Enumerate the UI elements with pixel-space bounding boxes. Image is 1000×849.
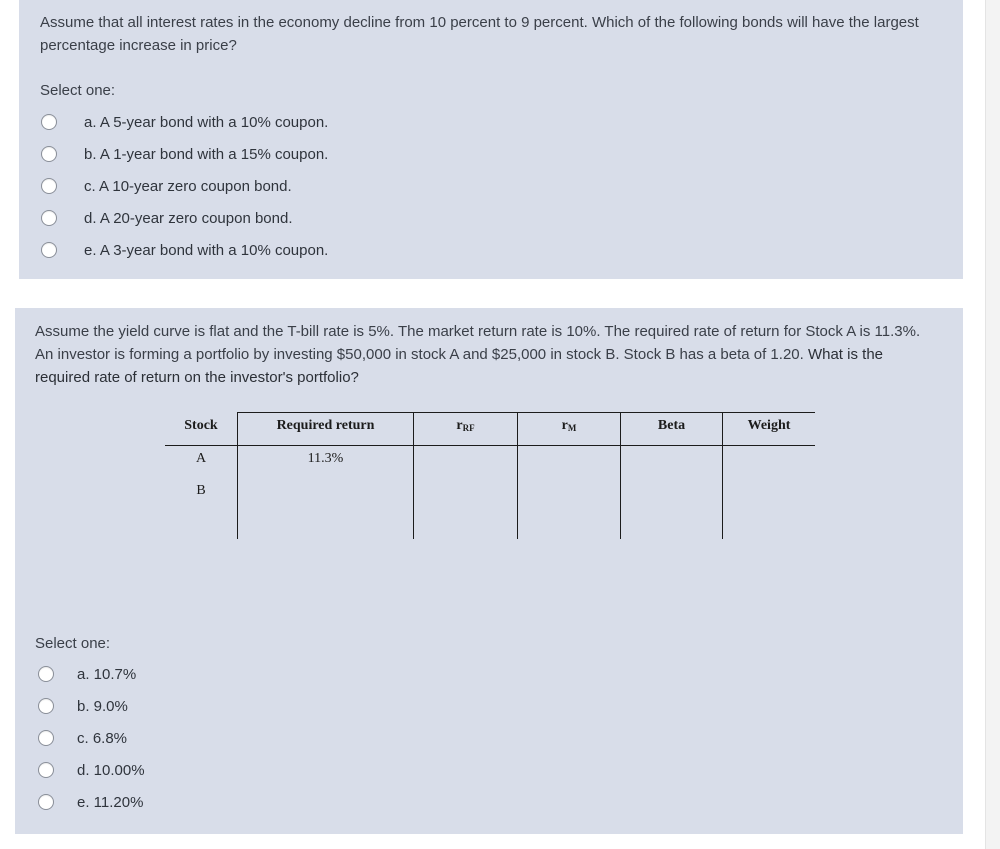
- question-1-card: [19, 0, 963, 279]
- option-d[interactable]: [38, 754, 145, 786]
- table-cell: [517, 478, 620, 510]
- radio-button[interactable]: [38, 698, 54, 714]
- table-row: [165, 478, 815, 510]
- option-label: a. 10.7%: [77, 665, 137, 683]
- answer-options: [38, 658, 145, 818]
- option-label: b. 9.0%: [77, 697, 128, 715]
- question-2-card: [15, 308, 963, 834]
- question-1-text: Assume that all interest rates in the economy decline from 10 percent to 9 percent. Which of the following bonds will have the largest percentage increase in price?: [40, 14, 919, 54]
- table-cell: [413, 510, 517, 539]
- table-header-row: [165, 412, 815, 446]
- option-label: a. A 5-year bond with a 10% coupon.: [84, 113, 329, 131]
- radio-button[interactable]: [38, 666, 54, 682]
- header-required-return: Required return: [237, 412, 413, 446]
- scrollbar[interactable]: [985, 0, 1000, 849]
- option-label: b. A 1-year bond with a 15% coupon.: [84, 145, 329, 163]
- radio-button[interactable]: [41, 146, 57, 162]
- header-risk-free-rate: $r_{RF}$: [413, 412, 517, 446]
- table-cell: A: [195, 451, 207, 466]
- header-beta: Beta: [620, 412, 722, 446]
- question-2-text-part1: Assume the yield curve is flat and the T-bill rate is 5%. The market return rate is 10%. The required rate of return for Stock A is 11.3%. An investor is forming a portfolio by investing $50,000 in stock A and $25,000 in stock B. Stock B has a beta of 1.20.: [35, 323, 921, 363]
- table-row: [165, 446, 815, 478]
- option-label: d. 10.00%: [77, 761, 145, 779]
- table-cell: [517, 446, 620, 478]
- option-e[interactable]: [40, 234, 328, 266]
- radio-button[interactable]: [41, 242, 57, 258]
- option-label: d. A 20-year zero coupon bond.: [84, 209, 293, 227]
- table-cell: 11.3%: [237, 446, 413, 478]
- table-cell: [620, 446, 722, 478]
- option-label: c. A 10-year zero coupon bond.: [84, 177, 292, 195]
- header-stock: Stock: [165, 412, 237, 446]
- answer-options: [40, 106, 328, 266]
- table-row: [165, 510, 815, 539]
- option-a[interactable]: [40, 106, 328, 138]
- option-b[interactable]: [38, 690, 145, 722]
- table-cell: [237, 510, 413, 539]
- table-cell: [620, 478, 722, 510]
- option-c[interactable]: [38, 722, 145, 754]
- option-d[interactable]: [40, 202, 328, 234]
- option-label: e. 11.20%: [77, 793, 144, 811]
- option-label: e. A 3-year bond with a 10% coupon.: [84, 241, 329, 259]
- option-a[interactable]: [38, 658, 145, 690]
- header-market-return: $r_M$: [517, 412, 620, 446]
- header-weight: Weight: [722, 412, 815, 446]
- table-cell: [413, 446, 517, 478]
- table-cell: [165, 510, 237, 539]
- table-cell: [722, 478, 815, 510]
- radio-button[interactable]: [41, 210, 57, 226]
- radio-button[interactable]: [38, 794, 54, 810]
- option-b[interactable]: [40, 138, 328, 170]
- select-one-label: Select one:: [35, 635, 111, 652]
- option-c[interactable]: [40, 170, 328, 202]
- radio-button[interactable]: [41, 178, 57, 194]
- table-cell: [722, 510, 815, 539]
- radio-button[interactable]: [38, 730, 54, 746]
- question-2-text-part2: What is the required rate of return on the investor's portfolio?: [35, 346, 883, 386]
- table-cell: [517, 510, 620, 539]
- option-label: c. 6.8%: [77, 729, 128, 747]
- table-cell: [413, 478, 517, 510]
- table-cell: [237, 478, 413, 510]
- table-cell: B: [196, 483, 206, 498]
- table-cell: [620, 510, 722, 539]
- select-one-label: Select one:: [40, 82, 116, 99]
- question-2-text: [35, 320, 925, 389]
- calculation-table: [165, 412, 815, 539]
- option-e[interactable]: [38, 786, 145, 818]
- radio-button[interactable]: [41, 114, 57, 130]
- table-cell: [722, 446, 815, 478]
- radio-button[interactable]: [38, 762, 54, 778]
